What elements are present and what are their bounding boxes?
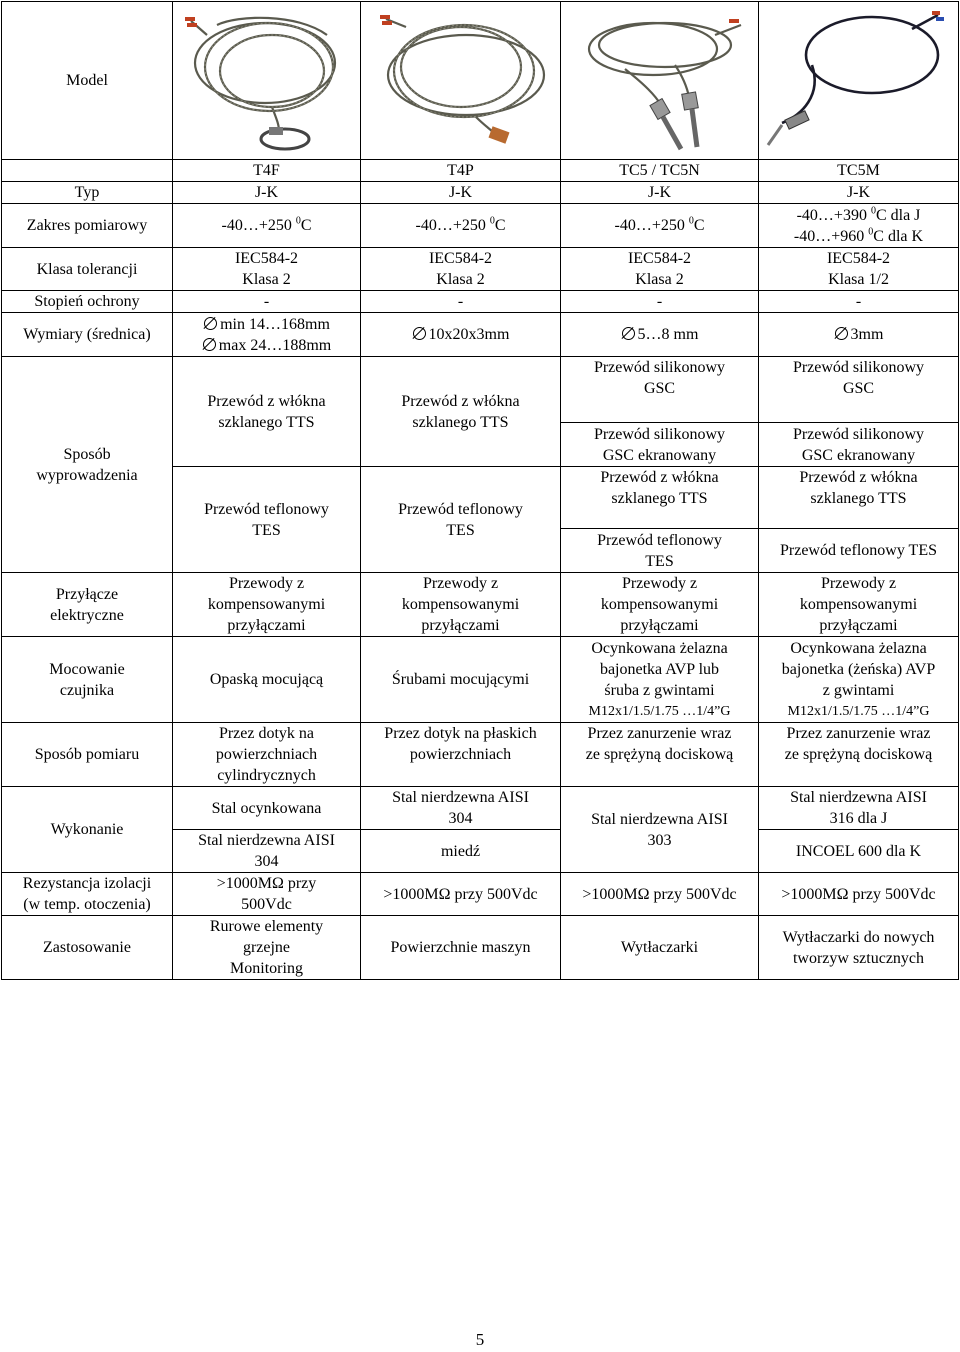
thermocouple-clamp-image (177, 5, 357, 157)
cell: >1000MΩ przy 500Vdc (759, 873, 959, 916)
row-label: Rezystancja izolacji (w temp. otoczenia) (2, 873, 173, 916)
row-label: Sposób wyprowadzenia (2, 357, 173, 573)
thermocouple-mineral-image (762, 5, 956, 157)
thermocouple-flat-image (366, 5, 556, 157)
range-cell: -40…+250 $^0$C (361, 204, 561, 248)
cell: >1000MΩ przy 500Vdc (173, 873, 361, 916)
cell: Przewód teflonowy TES (561, 529, 759, 573)
cell: Przez zanurzenie wraz ze sprężyną dociskową (759, 723, 959, 787)
wykonanie-row-a (2, 787, 959, 830)
cell: Przewody z kompensowanymi przyłączami (561, 573, 759, 637)
model-name: T4P (361, 160, 561, 182)
wymiary-row (2, 313, 959, 357)
row-label: Wymiary (średnica) (2, 313, 173, 357)
cell: Przez dotyk na powierzchniach cylindrycznych (173, 723, 361, 787)
zakres-row (2, 204, 959, 248)
page-number: 5 (475, 1330, 485, 1349)
cell: 5…8 mm (561, 313, 759, 357)
row-label: Zakres pomiarowy (2, 204, 173, 248)
cell: - (173, 291, 361, 313)
zastosowanie-row (2, 916, 959, 980)
cell: >1000MΩ przy 500Vdc (361, 873, 561, 916)
photo-tc5 (561, 2, 759, 160)
cell: Powierzchnie maszyn (361, 916, 561, 980)
photo-t4p (361, 2, 561, 160)
cell: Ocynkowana żelazna bajonetka AVP lub śruba z gwintami M12x1/1.5/1.75 …1/4”G (561, 637, 759, 723)
model-names-row (2, 160, 959, 182)
cell: Przewód z włókna szklanego TTS (759, 467, 959, 529)
cell: IEC584-2 Klasa 2 (561, 248, 759, 291)
ochrona-row (2, 291, 959, 313)
cell: Przewód silikonowy GSC (759, 357, 959, 423)
diameter-icon (621, 326, 635, 340)
cell: Ocynkowana żelazna bajonetka (żeńska) AVP z gwintami M12x1/1.5/1.75 …1/4”G (759, 637, 959, 723)
diameter-icon (203, 316, 217, 330)
rezystancja-row (2, 873, 959, 916)
cell: Stal ocynkowana (173, 787, 361, 830)
cell: IEC584-2 Klasa 2 (173, 248, 361, 291)
cell: Przewody z kompensowanymi przyłączami (361, 573, 561, 637)
diameter-icon (412, 326, 426, 340)
cell: Stal nierdzewna AISI 303 (561, 787, 759, 873)
model-name: TC5M (759, 160, 959, 182)
cell: Rurowe elementy grzejne Monitoring (173, 916, 361, 980)
photo-t4f (173, 2, 361, 160)
typ-row (2, 182, 959, 204)
cell: INCOEL 600 dla K (759, 830, 959, 873)
klasa-row (2, 248, 959, 291)
specification-table (1, 1, 959, 980)
cell: - (361, 291, 561, 313)
cell: 3mm (759, 313, 959, 357)
cell: Przewód silikonowy GSC ekranowany (561, 423, 759, 467)
cell: Przewód z włókna szklanego TTS (173, 357, 361, 467)
diameter-icon (834, 326, 848, 340)
wyprowadzenie-row-a (2, 357, 959, 423)
cell: Stal nierdzewna AISI 304 (173, 830, 361, 873)
cell: Przewód silikonowy GSC ekranowany (759, 423, 959, 467)
cell: - (759, 291, 959, 313)
cell: miedź (361, 830, 561, 873)
cell: Stal nierdzewna AISI 316 dla J (759, 787, 959, 830)
cell: 10x20x3mm (361, 313, 561, 357)
cell: Przez dotyk na płaskich powierzchniach (361, 723, 561, 787)
model-row (2, 2, 959, 160)
mocowanie-row (2, 637, 959, 723)
cell: Przez zanurzenie wraz ze sprężyną dociskową (561, 723, 759, 787)
przylacze-row (2, 573, 959, 637)
diameter-icon (202, 337, 216, 351)
cell: IEC584-2 Klasa 2 (361, 248, 561, 291)
row-label: Wykonanie (2, 787, 173, 873)
range-cell: -40…+250 $^0$C (173, 204, 361, 248)
cell: J-K (759, 182, 959, 204)
cell: Przewód teflonowy TES (759, 529, 959, 573)
cell: Przewody z kompensowanymi przyłączami (173, 573, 361, 637)
row-label: Mocowanie czujnika (2, 637, 173, 723)
model-name: TC5 / TC5N (561, 160, 759, 182)
cell: Przewód teflonowy TES (173, 467, 361, 573)
range-cell: -40…+250 $^0$C (561, 204, 759, 248)
model-name: T4F (173, 160, 361, 182)
cell: Przewody z kompensowanymi przyłączami (759, 573, 959, 637)
photo-tc5m (759, 2, 959, 160)
cell: J-K (173, 182, 361, 204)
cell: J-K (361, 182, 561, 204)
row-label: Sposób pomiaru (2, 723, 173, 787)
cell: J-K (561, 182, 759, 204)
row-label: Przyłącze elektryczne (2, 573, 173, 637)
cell: - (561, 291, 759, 313)
row-label: Zastosowanie (2, 916, 173, 980)
cell: Stal nierdzewna AISI 304 (361, 787, 561, 830)
cell: Opaską mocującą (173, 637, 361, 723)
row-label: Stopień ochrony (2, 291, 173, 313)
cell: Przewód teflonowy TES (361, 467, 561, 573)
row-label: Klasa tolerancji (2, 248, 173, 291)
cell: Przewód silikonowy GSC (561, 357, 759, 423)
range-cell: -40…+390 $^0$C dla J -40…+960 $^0$C dla K (759, 204, 959, 248)
cell: min 14…168mm max 24…188mm (173, 313, 361, 357)
cell: Wytłaczarki do nowych tworzyw sztucznych (759, 916, 959, 980)
cell: Przewód z włókna szklanego TTS (561, 467, 759, 529)
model-label: Model (2, 2, 173, 160)
pomiar-row (2, 723, 959, 787)
cell: Śrubami mocującymi (361, 637, 561, 723)
cell: Wytłaczarki (561, 916, 759, 980)
cell: IEC584-2 Klasa 1/2 (759, 248, 959, 291)
thermocouple-bayonet-image (565, 5, 755, 157)
cell: Przewód z włókna szklanego TTS (361, 357, 561, 467)
cell: >1000MΩ przy 500Vdc (561, 873, 759, 916)
row-label: Typ (2, 182, 173, 204)
